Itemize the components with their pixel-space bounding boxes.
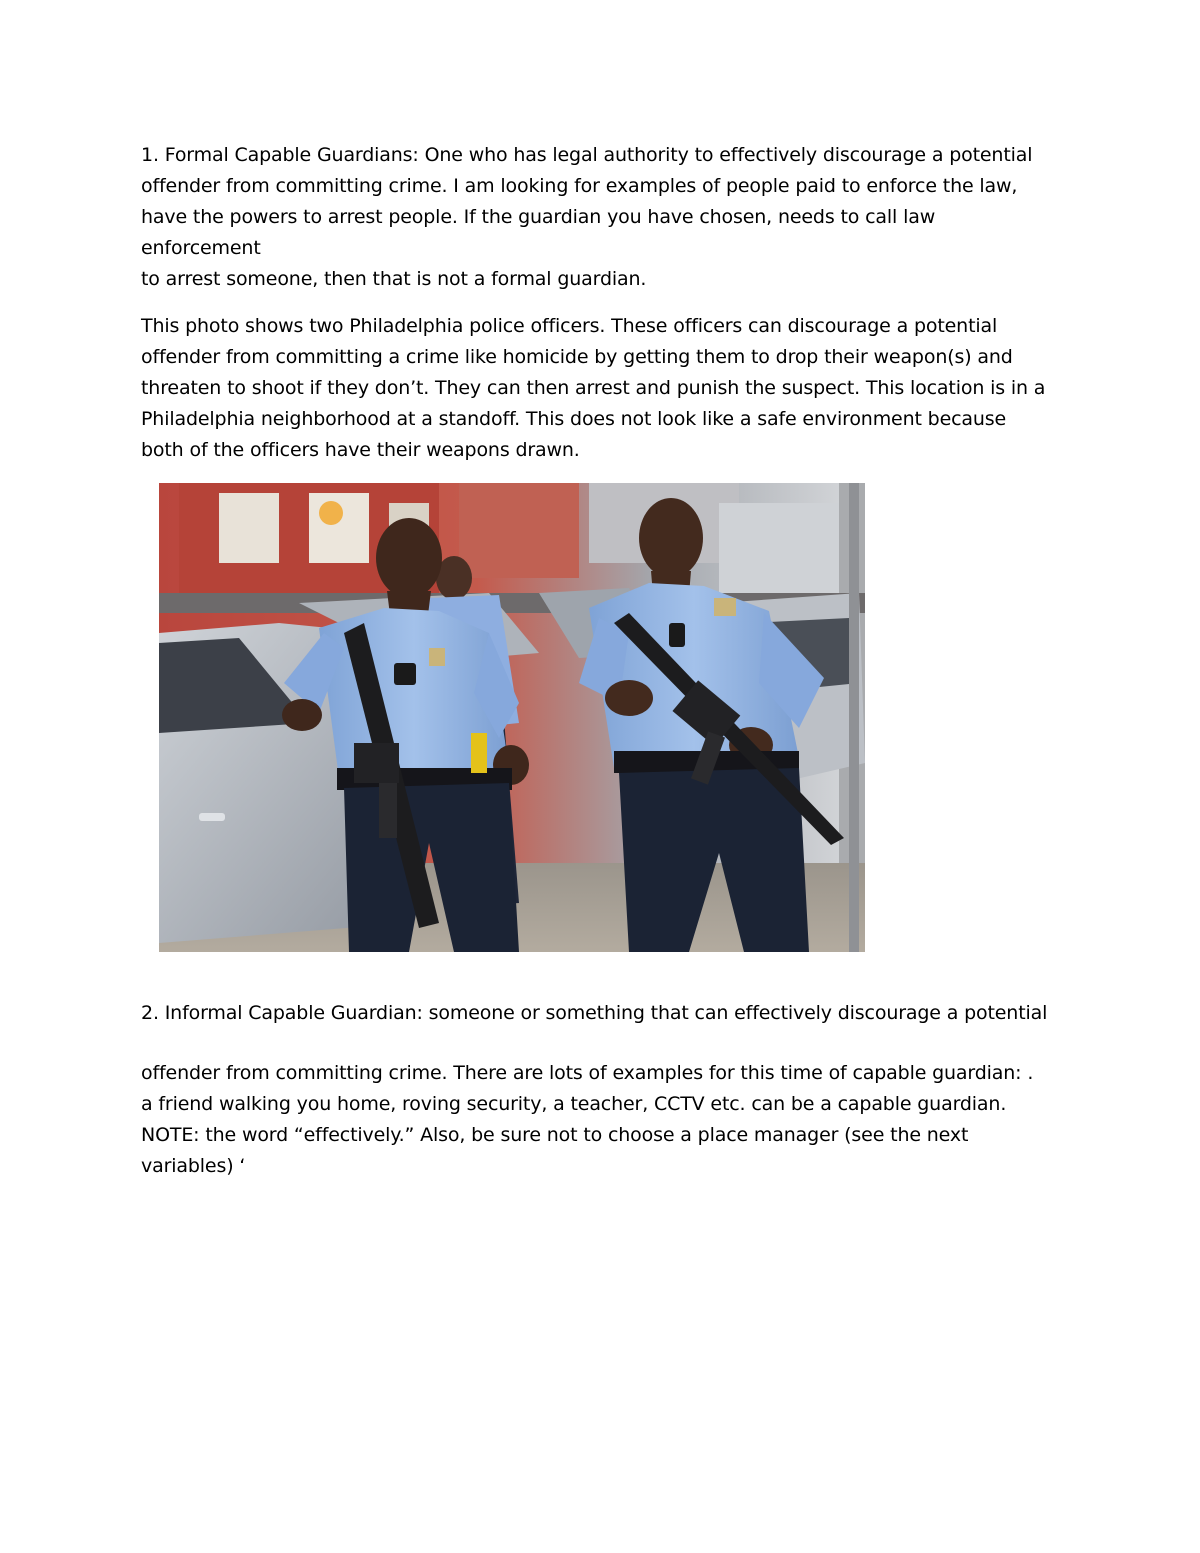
text-line: threaten to shoot if they don’t. They can then arrest and punish the suspect. This location is in a bbox=[141, 377, 1046, 399]
text-line: offender from committing crime. There are lots of examples for this time of capable guardian: . bbox=[141, 1062, 1034, 1084]
police-officers-photo bbox=[159, 483, 865, 952]
text-line: to arrest someone, then that is not a formal guardian. bbox=[141, 268, 647, 290]
police-officers-illustration bbox=[159, 483, 865, 952]
photo-description-paragraph bbox=[141, 311, 1061, 466]
formal-guardian-definition bbox=[141, 140, 1061, 295]
text-line: offender from committing a crime like homicide by getting them to drop their weapon(s) and bbox=[141, 346, 1013, 368]
text-line: Philadelphia neighborhood at a standoff. This does not look like a safe environment because bbox=[141, 408, 1007, 430]
informal-guardian-definition bbox=[141, 1058, 1061, 1182]
text-line: NOTE: the word “effectively.” Also, be sure not to choose a place manager (see the next bbox=[141, 1124, 969, 1146]
text-line: offender from committing crime. I am looking for examples of people paid to enforce the law, bbox=[141, 175, 1018, 197]
text-line: enforcement bbox=[141, 237, 261, 259]
text-line: 2. Informal Capable Guardian: someone or something that can effectively discourage a potential bbox=[141, 1002, 1048, 1024]
text-line: variables) ‘ bbox=[141, 1155, 246, 1177]
text-line: both of the officers have their weapons drawn. bbox=[141, 439, 580, 461]
text-line: have the powers to arrest people. If the guardian you have chosen, needs to call law bbox=[141, 206, 936, 228]
text-line: 1. Formal Capable Guardians: One who has legal authority to effectively discourage a potential bbox=[141, 144, 1033, 166]
text-line: This photo shows two Philadelphia police officers. These officers can discourage a potential bbox=[141, 315, 998, 337]
text-line: a friend walking you home, roving security, a teacher, CCTV etc. can be a capable guardian. bbox=[141, 1093, 1007, 1115]
informal-guardian-heading-line bbox=[141, 998, 1061, 1029]
